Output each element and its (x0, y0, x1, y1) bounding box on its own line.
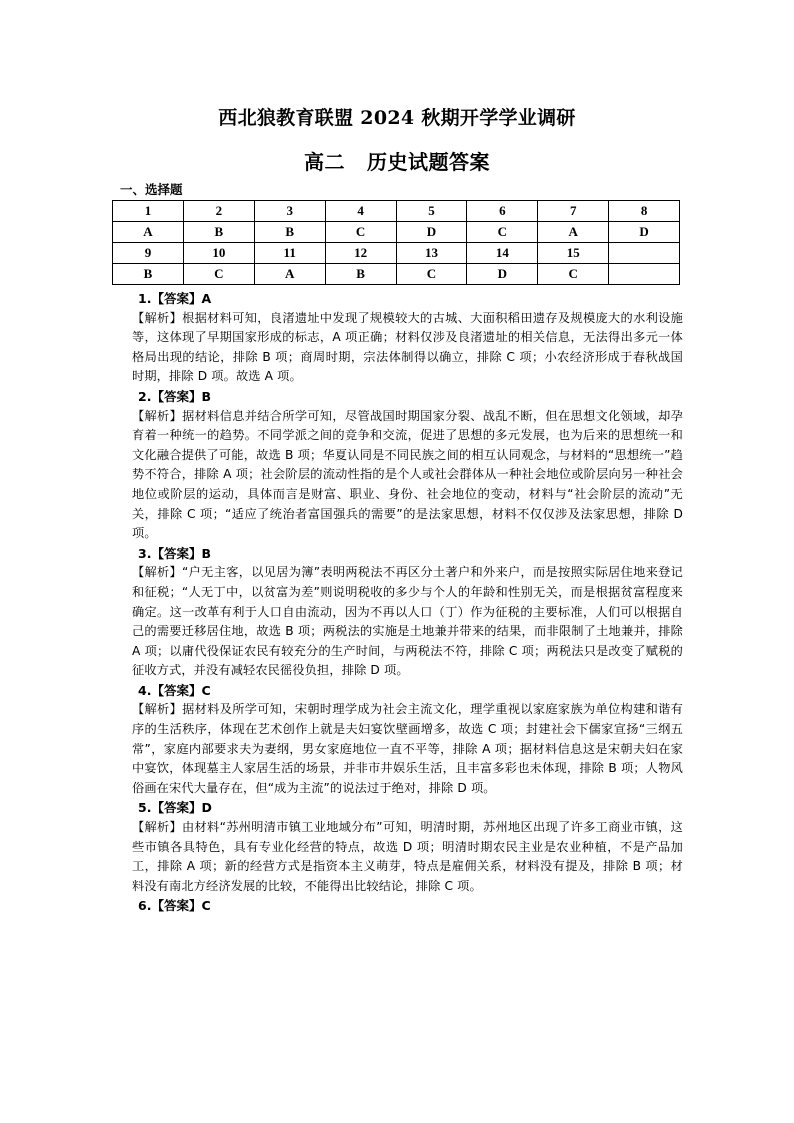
answer-item (132, 798, 683, 896)
question-number-cell: 4 (325, 201, 396, 222)
answer-analysis: 【解析】由材料“苏州明清市镇工业地域分布”可知，明清时期，苏州地区出现了许多工商业市镇，这些市镇各具特色，具有专业化经营的特点，故选 D 项；明清时期农民主业是农业种植，不是产品加工，排除 A 项；新的经营方式是指资本主义萌芽，特点是雇佣关系，材料没有提及，排除 B 项；材料没有南北方经济发展的比较，不能得出比较结论，排除 C 项。 (132, 820, 683, 893)
question-number-cell: 8 (609, 201, 680, 222)
document-subtitle (0, 146, 794, 175)
question-number-cell: 10 (183, 243, 254, 264)
answer-cell: D (467, 264, 538, 285)
answer-heading: 4.【答案】C (138, 682, 211, 698)
answer-key-table (112, 200, 680, 285)
question-number-cell: 2 (183, 201, 254, 222)
answer-heading: 3.【答案】B (138, 545, 211, 561)
answer-item (132, 681, 683, 799)
question-number-cell: 7 (538, 201, 609, 222)
answer-cell: C (325, 222, 396, 243)
question-number-cell: 14 (467, 243, 538, 264)
question-number-cell: 12 (325, 243, 396, 264)
empty-cell (609, 264, 680, 285)
grade-label: 高二 (304, 150, 345, 174)
answer-heading: 6.【答案】C (138, 898, 211, 914)
table-row (113, 201, 680, 222)
answer-explanations (132, 289, 683, 916)
question-number-cell: 5 (396, 201, 467, 222)
answer-item (132, 387, 683, 544)
answer-analysis: 【解析】据材料信息并结合所学可知，尽管战国时期国家分裂、战乱不断，但在思想文化领域，却孕育着一种统一的趋势。不同学派之间的竞争和交流，促进了思想的多元发展，也为后来的思想统一和文化融合提供了可能，故选 B 项；华夏认同是不同民族之间的相互认同观念，与材料的“思想统一”趋势不符合，排除 A 项；社会阶层的流动性指的是个人或社会群体从一种社会地位或阶层向另一种社会地位或阶层的运动，具体而言是财富、职业、身份、社会地位的变动，材料与“社会阶层的流动”无关，排除 C 项；“适应了统治者富国强兵的需要”的是法家思想，材料不仅仅涉及法家思想，排除 D 项。 (132, 408, 683, 541)
question-number-cell: 13 (396, 243, 467, 264)
subject-label: 历史试题答案 (367, 150, 490, 174)
answer-analysis: 【解析】根据材料可知，良渚遗址中发现了规模较大的古城、大面积稻田遗存及规模庞大的水利设施等，这体现了早期国家形成的标志，A 项正确；材料仅涉及良渚遗址的相关信息，无法得出多元一体格局出现的结论，排除 B 项；商周时期，宗法体制得以确立，排除 C 项；小农经济形成于春秋战国时期，排除 D 项。故选 A 项。 (132, 310, 683, 384)
answer-item (138, 896, 683, 916)
answer-analysis: 【解析】据材料及所学可知，宋朝时理学成为社会主流文化，理学重视以家庭家族为单位构建和谐有序的生活秩序，体现在艺术创作上就是夫妇宴饮壁画增多，故选 C 项；封建社会下儒家宣扬“三纲五常”，家庭内部要求夫为妻纲，男女家庭地位一直不平等，排除 A 项；据材料信息这是宋朝夫妇在家中宴饮，体现墓主人家居生活的场景，并非市井娱乐生活，且丰富多彩也未体现，排除 B 项；人物风俗画在宋代大量存在，但“成为主流”的说法过于绝对，排除 D 项。 (132, 702, 683, 795)
answer-item (132, 544, 683, 681)
question-number-cell: 1 (113, 201, 184, 222)
question-number-cell: 9 (113, 243, 184, 264)
answer-cell: B (183, 222, 254, 243)
answer-analysis: 【解析】“户无主客，以见居为簿”表明两税法不再区分土著户和外来户，而是按照实际居住地来登记和征税；“人无丁中，以贫富为差”则说明税收的多少与个人的年龄和性别无关，而是根据贫富程度来确定。这一改革有利于人口自由流动，因为不再以人口（丁）作为征税的主要标准，人们可以根据自己的需要迁移居住地，故选 B 项；两税法的实施是土地兼并带来的结果，而非限制了土地兼并，排除 A 项；以庸代役保证农民有较充分的生产时间，与两税法不符，排除 C 项；两税法只是改变了赋税的征收方式，并没有减轻农民徭役负担，排除 D 项。 (132, 565, 683, 678)
answer-cell: C (467, 222, 538, 243)
answer-cell: C (538, 264, 609, 285)
table-row (113, 243, 680, 264)
question-number-cell: 11 (254, 243, 325, 264)
answer-cell: A (113, 222, 184, 243)
question-number-cell: 6 (467, 201, 538, 222)
document-title: 西北狼教育联盟 2024 秋期开学学业调研 (218, 107, 576, 129)
answer-cell: B (325, 264, 396, 285)
table-row (113, 264, 680, 285)
answer-cell: B (254, 222, 325, 243)
answer-heading: 2.【答案】B (138, 388, 211, 404)
answer-cell: A (254, 264, 325, 285)
answer-cell: C (396, 264, 467, 285)
question-number-cell: 15 (538, 243, 609, 264)
section-heading-choice: 一、选择题 (120, 182, 183, 197)
answer-cell: C (183, 264, 254, 285)
answer-item (132, 289, 683, 387)
answer-cell: A (538, 222, 609, 243)
question-number-cell: 3 (254, 201, 325, 222)
answer-heading: 1.【答案】A (138, 291, 212, 306)
answer-cell: B (113, 264, 184, 285)
answer-cell: D (609, 222, 680, 243)
table-row (113, 222, 680, 243)
answer-heading: 5.【答案】D (138, 800, 212, 816)
answer-cell: D (396, 222, 467, 243)
empty-cell (609, 243, 680, 264)
